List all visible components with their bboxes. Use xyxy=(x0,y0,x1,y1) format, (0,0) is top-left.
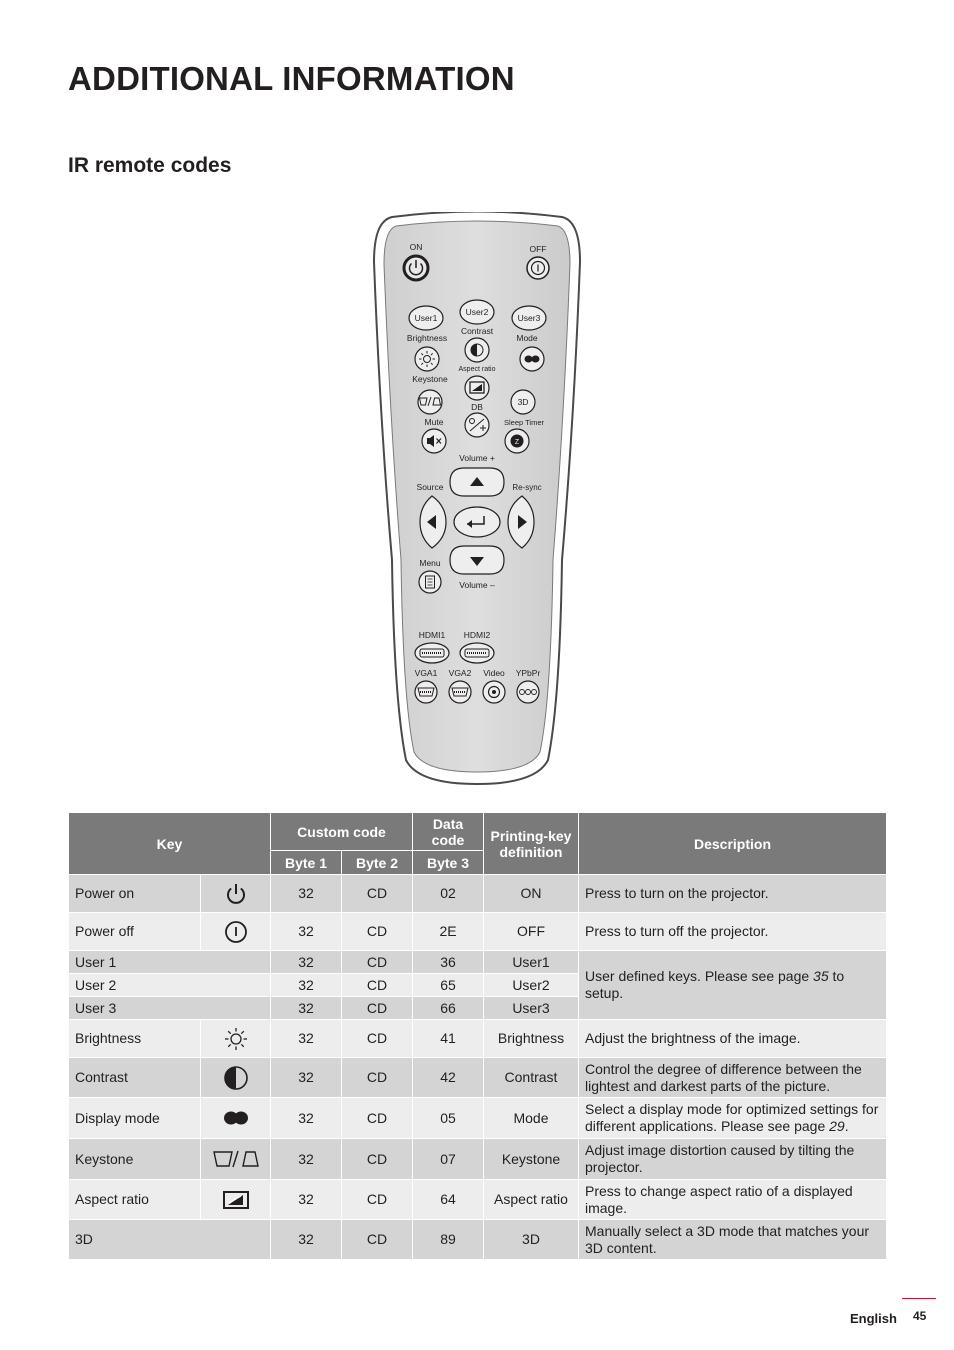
remote-label-sleep-timer: Sleep Timer xyxy=(503,418,545,427)
user-keys-description: User defined keys. Please see page 35 to setup. xyxy=(579,951,887,1020)
svg-text:User2: User2 xyxy=(465,307,489,317)
header-key: Key xyxy=(69,813,271,875)
remote-label-keystone: Keystone xyxy=(412,374,448,384)
remote-ypbpr-button xyxy=(517,681,539,703)
page-title: ADDITIONAL INFORMATION xyxy=(68,60,515,97)
power-off-icon xyxy=(224,920,248,944)
table-row: User 2 32 CD 65 User2 xyxy=(69,974,887,997)
section-title: IR remote codes xyxy=(68,154,232,177)
remote-label-brightness: Brightness xyxy=(406,333,448,343)
remote-label-vga1: VGA1 xyxy=(414,668,438,678)
remote-label-video: Video xyxy=(483,668,505,678)
header-description: Description xyxy=(579,813,887,875)
display-mode-icon xyxy=(223,1110,249,1126)
remote-label-vga2: VGA2 xyxy=(448,668,472,678)
table-row: User 3 32 CD 66 User3 xyxy=(69,997,887,1020)
page-number: 45 xyxy=(913,1309,927,1323)
svg-text:3D: 3D xyxy=(517,397,529,407)
header-custom-code: Custom code xyxy=(271,813,413,851)
remote-label-volume-minus: Volume – xyxy=(459,580,495,590)
remote-label-mute: Mute xyxy=(424,417,444,427)
header-data-code: Data code xyxy=(413,813,484,851)
footer-language: English xyxy=(850,1311,897,1326)
remote-label-resync: Re-sync xyxy=(512,483,542,492)
table-row: 3D 32 CD 89 3D Manually select a 3D mode that matches your 3D content. xyxy=(69,1220,887,1260)
remote-label-mode: Mode xyxy=(516,333,538,343)
remote-label-hdmi2: HDMI2 xyxy=(463,630,491,640)
remote-enter-button xyxy=(454,507,500,537)
remote-label-ypbpr: YPbPr xyxy=(515,668,541,678)
ir-codes-table xyxy=(68,812,887,1260)
remote-label-menu: Menu xyxy=(419,558,441,568)
table-row: Aspect ratio 32 CD 64 Aspect ratio Press to change aspect ratio of a displayed image. xyxy=(69,1180,887,1220)
remote-label-aspect-ratio: Aspect ratio xyxy=(458,366,496,373)
footer-divider xyxy=(902,1298,936,1299)
table-row: Display mode 32 CD 05 Mode Select a display mode for optimized settings for different applications. Please see page 29. xyxy=(69,1098,887,1139)
header-printing-key: Printing-key definition xyxy=(484,813,579,875)
remote-label-off: OFF xyxy=(529,244,547,254)
remote-label-source: Source xyxy=(416,482,444,492)
remote-label-hdmi1: HDMI1 xyxy=(418,630,446,640)
contrast-icon xyxy=(223,1065,249,1091)
header-byte2: Byte 2 xyxy=(342,851,413,875)
remote-brightness-button xyxy=(415,347,439,371)
brightness-icon xyxy=(223,1026,249,1052)
table-row: Power off 32 CD 2E OFF Press to turn off the projector. xyxy=(69,913,887,951)
svg-text:Z: Z xyxy=(514,439,520,446)
remote-keystone-button xyxy=(418,390,442,414)
svg-text:User1: User1 xyxy=(414,313,438,323)
svg-text:User3: User3 xyxy=(517,313,541,323)
table-row: Power on 32 CD 02 ON Press to turn on the projector. xyxy=(69,875,887,913)
table-row: User 1 32 CD 36 User1 User defined keys. Please see page 35 to setup. xyxy=(69,951,887,974)
remote-label-contrast: Contrast xyxy=(460,326,494,336)
remote-control-illustration xyxy=(370,212,584,786)
keystone-icon xyxy=(213,1150,259,1168)
table-row: Brightness 32 CD 41 Brightness Adjust the brightness of the image. xyxy=(69,1020,887,1058)
remote-label-volume-plus: Volume + xyxy=(459,453,495,463)
power-on-icon xyxy=(225,882,247,906)
aspect-ratio-icon xyxy=(223,1191,249,1209)
header-byte1: Byte 1 xyxy=(271,851,342,875)
remote-label-on: ON xyxy=(409,242,423,252)
header-byte3: Byte 3 xyxy=(413,851,484,875)
table-row: Contrast 32 CD 42 Contrast Control the degree of difference between the lightest and darkest parts of the picture. xyxy=(69,1058,887,1098)
table-row: Keystone 32 CD 07 Keystone Adjust image distortion caused by tilting the projector. xyxy=(69,1139,887,1180)
remote-label-db: DB xyxy=(471,402,483,412)
